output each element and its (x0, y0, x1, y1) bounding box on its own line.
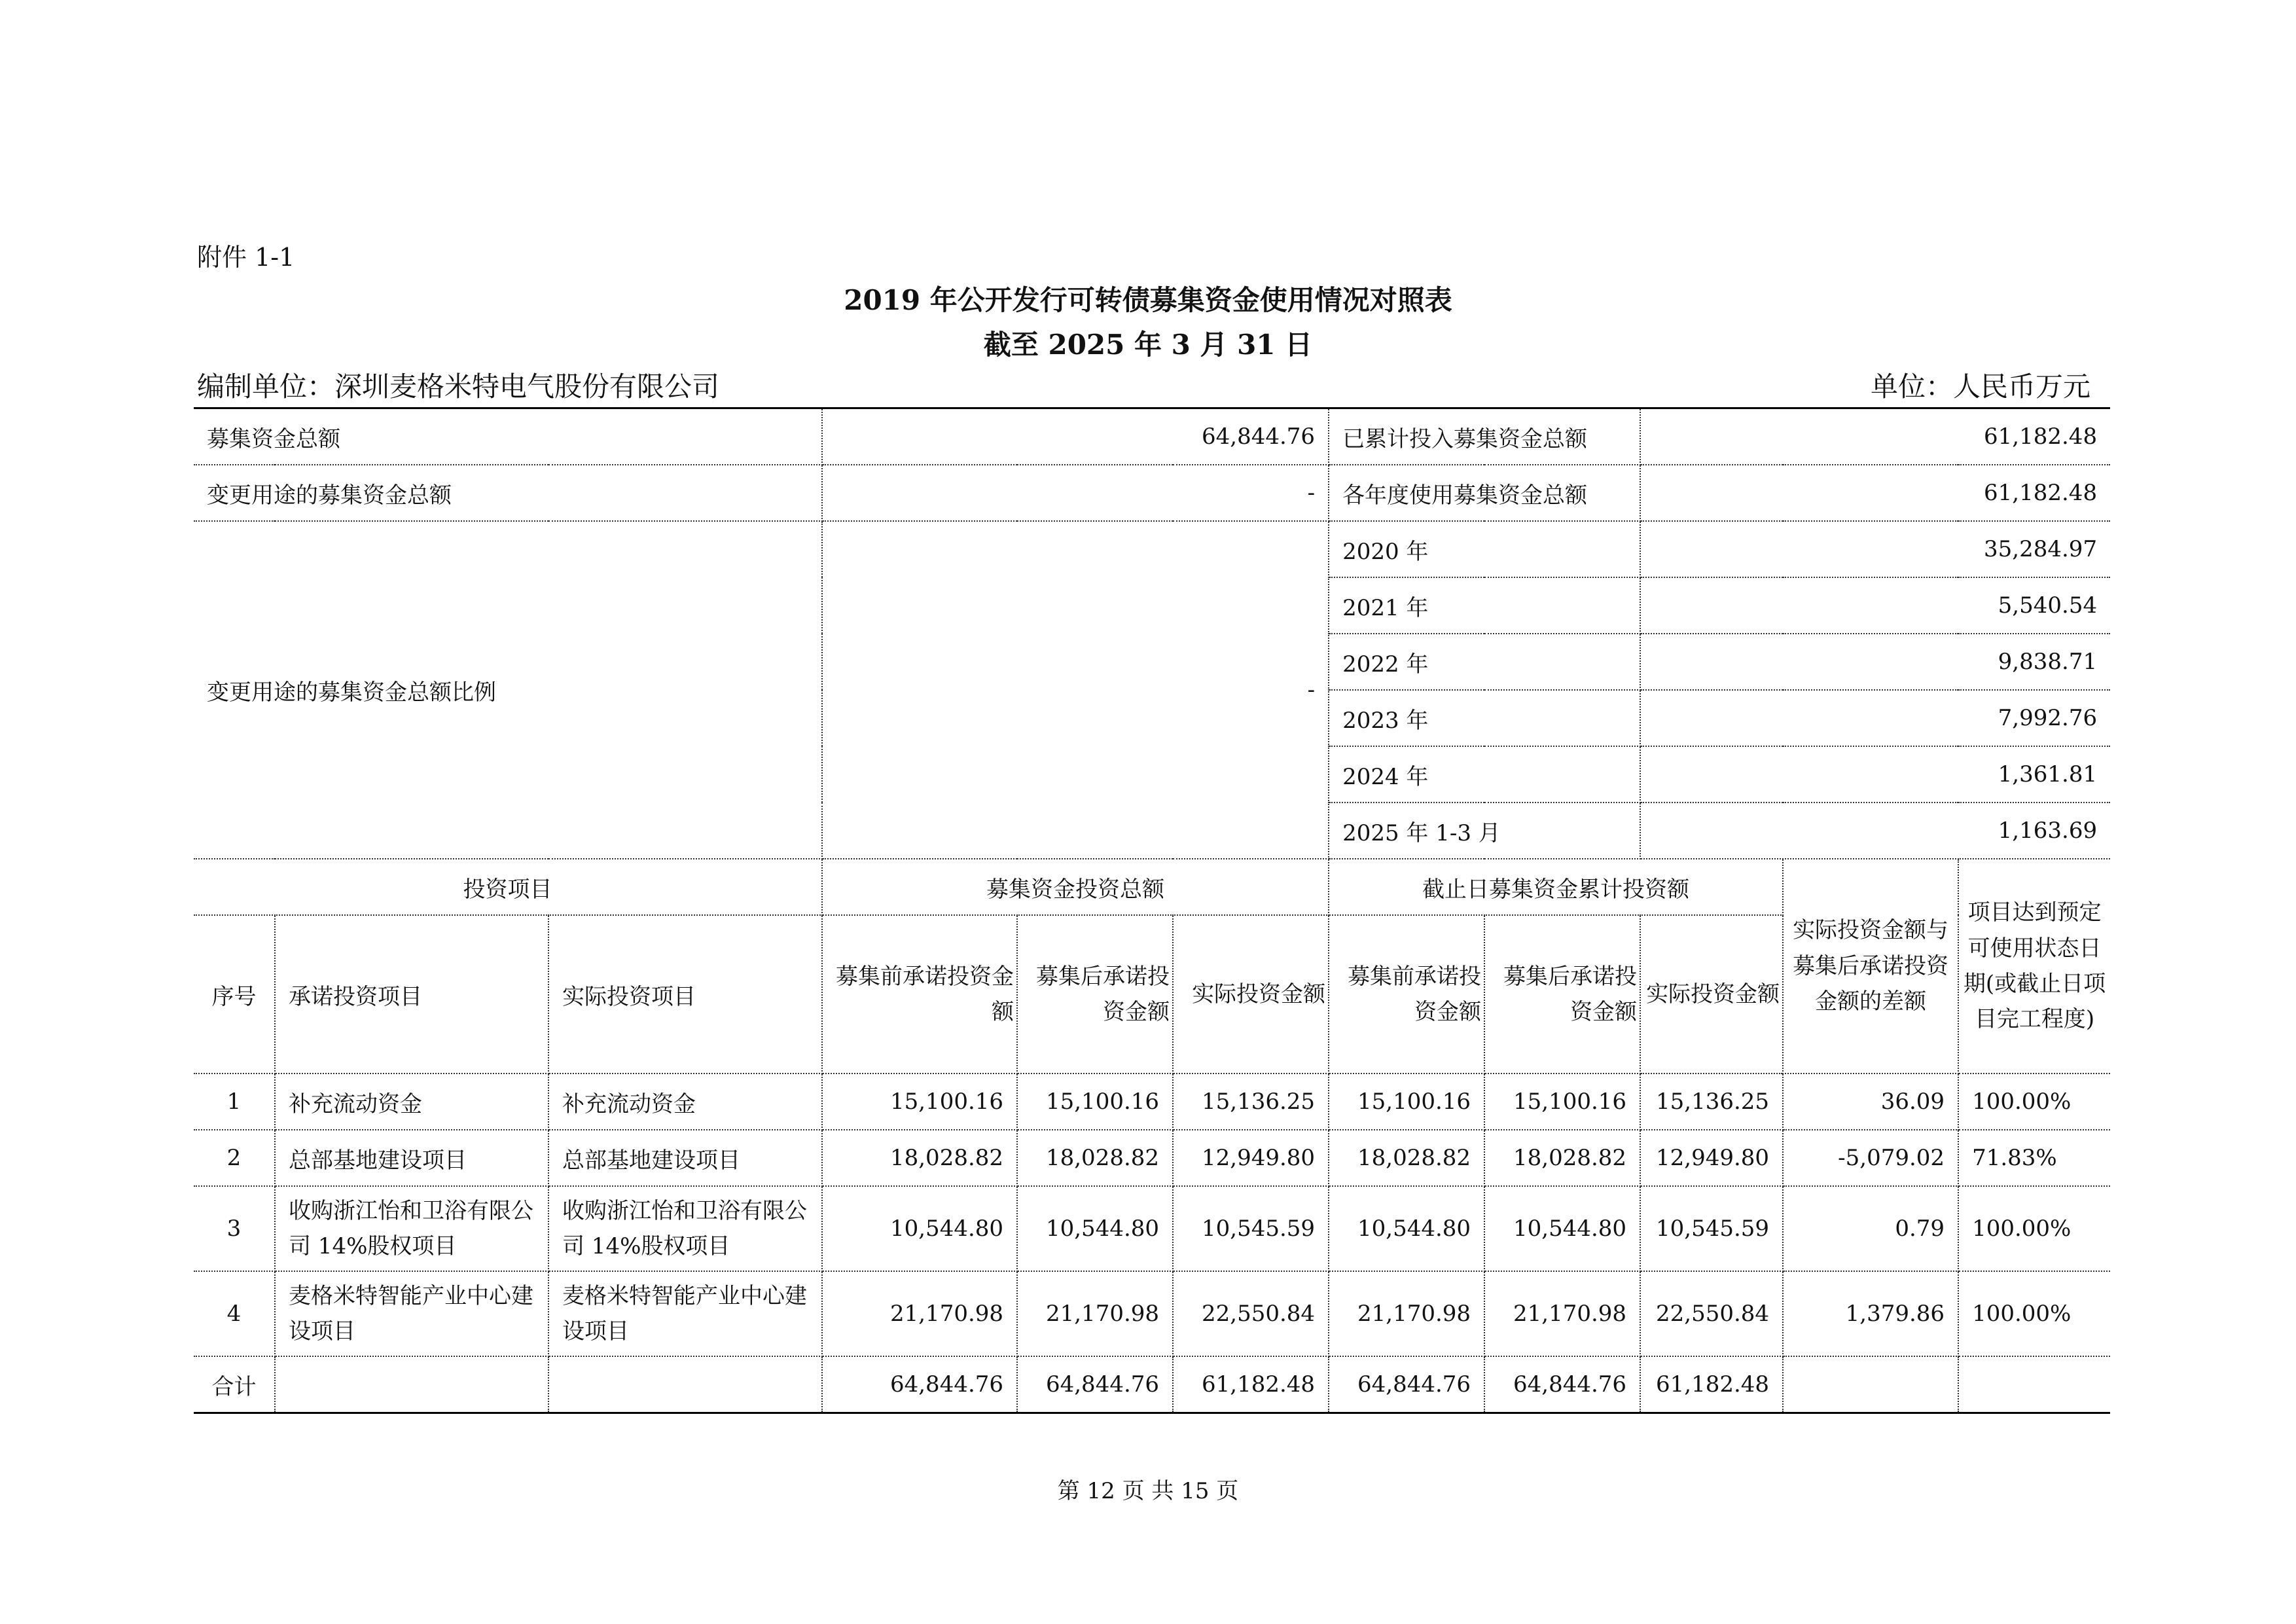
table-row (194, 1074, 2110, 1130)
row-cum-pre-commit: 18,028.82 (1329, 1130, 1484, 1186)
table-row (194, 1130, 2110, 1186)
row-seq: 3 (194, 1186, 275, 1271)
total-pre-commit: 64,844.76 (822, 1356, 1017, 1413)
header-actual-amount: 实际投资金额 (1173, 915, 1329, 1074)
header-actual: 实际投资项目 (548, 915, 822, 1074)
total-post-commit: 64,844.76 (1017, 1356, 1173, 1413)
row-diff: 1,379.86 (1783, 1271, 1958, 1356)
annual-label: 各年度使用募集资金总额 (1329, 465, 1640, 521)
row-committed: 总部基地建设项目 (275, 1130, 548, 1186)
row-cum-actual: 22,550.84 (1640, 1271, 1783, 1356)
row-actual: 总部基地建设项目 (548, 1130, 822, 1186)
unit-label: 单位：人民币万元 (1870, 370, 2090, 403)
row-pre-commit: 10,544.80 (822, 1186, 1017, 1271)
header-actual-amount: 实际投资金额 (1640, 915, 1783, 1074)
attachment-label: 附件 1-1 (197, 243, 295, 272)
row-seq: 2 (194, 1130, 275, 1186)
row-diff: 36.09 (1783, 1074, 1958, 1130)
changed-ratio-value: - (822, 521, 1329, 859)
year-value: 7,992.76 (1640, 690, 2110, 746)
row-cum-actual: 12,949.80 (1640, 1130, 1783, 1186)
changed-value: - (822, 465, 1329, 521)
year-value: 1,361.81 (1640, 746, 2110, 803)
year-value: 1,163.69 (1640, 803, 2110, 859)
year-label: 2020 年 (1329, 521, 1640, 577)
header-pre-commit: 募集前承诺投资金额 (822, 915, 1017, 1074)
row-cum-post-commit: 18,028.82 (1484, 1130, 1640, 1186)
row-actual: 收购浙江怡和卫浴有限公司 14%股权项目 (548, 1186, 822, 1271)
row-cum-post-commit: 15,100.16 (1484, 1074, 1640, 1130)
row-actual: 补充流动资金 (548, 1074, 822, 1130)
row-committed: 补充流动资金 (275, 1074, 548, 1130)
compiler-label: 编制单位：深圳麦格米特电气股份有限公司 (197, 370, 720, 403)
header-committed: 承诺投资项目 (275, 915, 548, 1074)
row-committed: 收购浙江怡和卫浴有限公司 14%股权项目 (275, 1186, 548, 1271)
row-post-commit: 10,544.80 (1017, 1186, 1173, 1271)
header-post-commit: 募集后承诺投资金额 (1484, 915, 1640, 1074)
page-number: 第 12 页 共 15 页 (1057, 1478, 1239, 1504)
row-committed: 麦格米特智能产业中心建设项目 (275, 1271, 548, 1356)
raised-total-value: 64,844.76 (822, 408, 1329, 465)
row-status: 100.00% (1958, 1074, 2110, 1130)
year-label: 2023 年 (1329, 690, 1640, 746)
row-status: 71.83% (1958, 1130, 2110, 1186)
header-status: 项目达到预定可使用状态日期(或截止日项目完工程度) (1958, 859, 2110, 1074)
row-seq: 1 (194, 1074, 275, 1130)
funds-usage-table (194, 407, 2110, 1414)
row-status: 100.00% (1958, 1271, 2110, 1356)
document-subtitle: 截至 2025 年 3 月 31 日 (983, 329, 1313, 361)
total-actual-amount: 61,182.48 (1173, 1356, 1329, 1413)
summary-row (194, 408, 2110, 465)
total-cum-post-commit: 64,844.76 (1484, 1356, 1640, 1413)
header-invest-project: 投资项目 (194, 859, 822, 915)
row-cum-actual: 10,545.59 (1640, 1186, 1783, 1271)
row-pre-commit: 18,028.82 (822, 1130, 1017, 1186)
row-post-commit: 18,028.82 (1017, 1130, 1173, 1186)
row-status: 100.00% (1958, 1186, 2110, 1271)
changed-ratio-label: 变更用途的募集资金总额比例 (194, 521, 822, 859)
header-pre-commit: 募集前承诺投资金额 (1329, 915, 1484, 1074)
row-pre-commit: 15,100.16 (822, 1074, 1017, 1130)
year-row (194, 521, 2110, 577)
total-label: 合计 (194, 1356, 275, 1413)
row-cum-actual: 15,136.25 (1640, 1074, 1783, 1130)
row-actual-amount: 22,550.84 (1173, 1271, 1329, 1356)
row-post-commit: 15,100.16 (1017, 1074, 1173, 1130)
year-value: 9,838.71 (1640, 634, 2110, 690)
table-row (194, 1186, 2110, 1271)
row-actual-amount: 15,136.25 (1173, 1074, 1329, 1130)
header-seq: 序号 (194, 915, 275, 1074)
row-diff: 0.79 (1783, 1186, 1958, 1271)
row-pre-commit: 21,170.98 (822, 1271, 1017, 1356)
row-post-commit: 21,170.98 (1017, 1271, 1173, 1356)
year-label: 2021 年 (1329, 577, 1640, 634)
raised-total-label: 募集资金总额 (194, 408, 822, 465)
row-seq: 4 (194, 1271, 275, 1356)
header-post-commit: 募集后承诺投资金额 (1017, 915, 1173, 1074)
header-cumulative-invest: 截止日募集资金累计投资额 (1329, 859, 1783, 915)
row-cum-post-commit: 21,170.98 (1484, 1271, 1640, 1356)
year-label: 2025 年 1-3 月 (1329, 803, 1640, 859)
document-title: 2019 年公开发行可转债募集资金使用情况对照表 (844, 284, 1452, 316)
summary-row (194, 465, 2110, 521)
row-actual-amount: 12,949.80 (1173, 1130, 1329, 1186)
year-value: 5,540.54 (1640, 577, 2110, 634)
year-label: 2024 年 (1329, 746, 1640, 803)
row-diff: -5,079.02 (1783, 1130, 1958, 1186)
header-row-group (194, 859, 2110, 915)
year-label: 2022 年 (1329, 634, 1640, 690)
total-cum-actual: 61,182.48 (1640, 1356, 1783, 1413)
row-cum-pre-commit: 10,544.80 (1329, 1186, 1484, 1271)
row-cum-pre-commit: 15,100.16 (1329, 1074, 1484, 1130)
header-raised-invest-total: 募集资金投资总额 (822, 859, 1329, 915)
total-cum-pre-commit: 64,844.76 (1329, 1356, 1484, 1413)
total-row (194, 1356, 2110, 1413)
year-value: 35,284.97 (1640, 521, 2110, 577)
header-diff: 实际投资金额与募集后承诺投资金额的差额 (1783, 859, 1958, 1074)
changed-label: 变更用途的募集资金总额 (194, 465, 822, 521)
row-actual: 麦格米特智能产业中心建设项目 (548, 1271, 822, 1356)
row-cum-pre-commit: 21,170.98 (1329, 1271, 1484, 1356)
row-cum-post-commit: 10,544.80 (1484, 1186, 1640, 1271)
cumulative-value: 61,182.48 (1640, 408, 2110, 465)
table-row (194, 1271, 2110, 1356)
annual-value: 61,182.48 (1640, 465, 2110, 521)
cumulative-label: 已累计投入募集资金总额 (1329, 408, 1640, 465)
row-actual-amount: 10,545.59 (1173, 1186, 1329, 1271)
